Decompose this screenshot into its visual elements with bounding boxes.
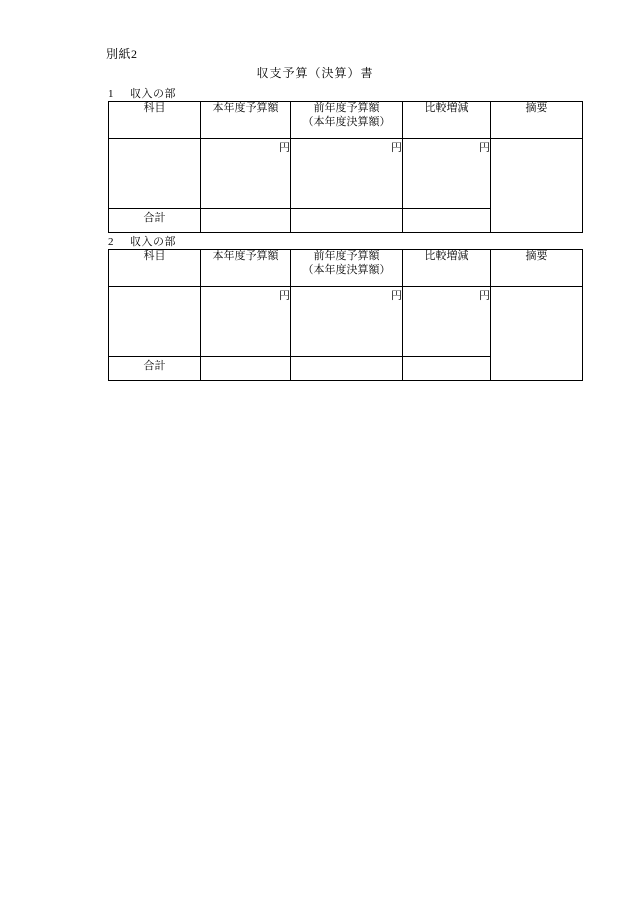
table-row xyxy=(109,139,583,209)
column-header-previous-budget-line1: 前年度予算額 xyxy=(313,250,380,262)
total-current-budget[interactable] xyxy=(201,209,291,233)
section-title-1: 収入の部 xyxy=(130,88,176,100)
column-header-remark-line1: 摘要 xyxy=(525,250,548,262)
total-current-budget[interactable] xyxy=(201,357,291,381)
column-header-remark xyxy=(491,102,583,139)
cell-previous-budget[interactable]: 円 xyxy=(291,287,403,357)
column-header-previous-budget xyxy=(291,102,403,139)
column-header-current-budget xyxy=(201,102,291,139)
document-title: 収支予算（決算）書 xyxy=(256,66,374,80)
total-difference[interactable] xyxy=(403,209,491,233)
column-header-difference-line1: 比較増減 xyxy=(424,250,469,262)
cell-current-budget[interactable]: 円 xyxy=(201,139,291,209)
total-previous-budget[interactable] xyxy=(291,357,403,381)
column-header-previous-budget xyxy=(291,250,403,287)
section-heading-2 xyxy=(108,233,176,249)
cell-item[interactable] xyxy=(109,139,201,209)
column-header-previous-budget-line2: （本年度決算額） xyxy=(302,263,391,276)
budget-table-1 xyxy=(108,101,583,233)
column-header-item-line1: 科目 xyxy=(143,250,166,262)
cell-difference[interactable]: 円 xyxy=(403,139,491,209)
column-header-item xyxy=(109,102,201,139)
column-header-difference-line1: 比較増減 xyxy=(424,102,469,114)
column-header-previous-budget-line2: （本年度決算額） xyxy=(302,115,391,128)
total-label: 合計 xyxy=(109,357,201,381)
total-difference[interactable] xyxy=(403,357,491,381)
column-header-difference xyxy=(403,102,491,139)
cell-item[interactable] xyxy=(109,287,201,357)
cell-difference[interactable]: 円 xyxy=(403,287,491,357)
column-header-current-budget xyxy=(201,250,291,287)
attachment-label: 別紙2 xyxy=(106,47,138,61)
budget-table-2 xyxy=(108,249,583,381)
column-header-remark xyxy=(491,250,583,287)
cell-previous-budget[interactable]: 円 xyxy=(291,139,403,209)
section-number-1: 1 xyxy=(108,88,114,100)
total-previous-budget[interactable] xyxy=(291,209,403,233)
total-label: 合計 xyxy=(109,209,201,233)
table-header-row xyxy=(109,102,583,139)
column-header-previous-budget-line1: 前年度予算額 xyxy=(313,102,380,114)
cell-remark[interactable] xyxy=(491,287,583,381)
column-header-remark-line1: 摘要 xyxy=(525,102,548,114)
section-title-2: 収入の部 xyxy=(130,236,176,248)
column-header-difference xyxy=(403,250,491,287)
cell-current-budget[interactable]: 円 xyxy=(201,287,291,357)
section-heading-1 xyxy=(108,85,176,101)
column-header-current-budget-line1: 本年度予算額 xyxy=(212,250,279,262)
cell-remark[interactable] xyxy=(491,139,583,233)
section-number-2: 2 xyxy=(108,236,114,248)
column-header-item xyxy=(109,250,201,287)
table-header-row xyxy=(109,250,583,287)
table-row xyxy=(109,287,583,357)
column-header-current-budget-line1: 本年度予算額 xyxy=(212,102,279,114)
column-header-item-line1: 科目 xyxy=(143,102,166,114)
